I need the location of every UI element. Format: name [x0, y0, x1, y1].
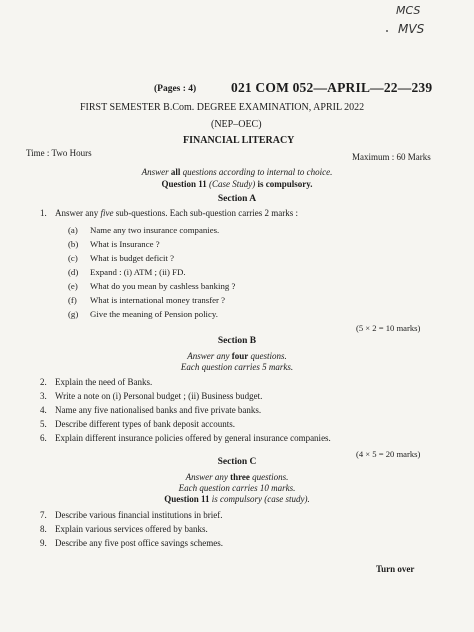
question-7: 7. Describe various financial institutions in brief.	[40, 510, 223, 520]
general-instruction-1: Answer all questions according to internal to choice.	[141, 167, 333, 177]
section-a-title: Section A	[217, 194, 257, 204]
sub-question: (b) What is Insurance ?	[68, 239, 160, 249]
section-c-instruction-3: Question 11 is compulsory (case study).	[164, 494, 310, 504]
paper-code: 021 COM 052—APRIL—22—239	[231, 80, 433, 95]
section-c-instruction-1: Answer any three questions.	[185, 472, 289, 482]
question-5: 5. Describe different types of bank deposit accounts.	[40, 419, 236, 429]
sub-question: (g) Give the meaning of Pension policy.	[68, 309, 218, 319]
sub-question: (d) Expand : (i) ATM ; (ii) FD.	[68, 267, 186, 277]
sub-question: (a) Name any two insurance companies.	[68, 225, 220, 235]
handwritten-dot	[386, 30, 388, 32]
subject-title: FINANCIAL LITERACY	[183, 135, 295, 146]
question-8: 8. Explain various services offered by banks.	[40, 524, 208, 534]
question-3: 3. Write a note on (i) Personal budget ; (ii) Business budget.	[40, 391, 263, 401]
section-b-instruction-2: Each question carries 5 marks.	[180, 362, 294, 372]
time-allowed: Time : Two Hours	[26, 148, 92, 158]
pages-count: (Pages : 4)	[154, 84, 197, 94]
question-6: 6. Explain different insurance policies offered by general insurance companies.	[40, 433, 331, 443]
section-b-marks: (4 × 5 = 20 marks)	[356, 449, 421, 459]
section-b-instruction-1: Answer any four questions.	[187, 351, 287, 361]
question-2: 2. Explain the need of Banks.	[40, 377, 153, 387]
question-9: 9. Describe any five post office savings schemes.	[40, 538, 224, 548]
section-a-marks: (5 × 2 = 10 marks)	[356, 323, 421, 333]
turn-over-note: Turn over	[376, 564, 415, 574]
handwritten-note-2: MVS	[398, 22, 425, 36]
question-1: 1. Answer any five sub-questions. Each sub-question carries 2 marks :	[40, 208, 298, 218]
question-4: 4. Name any five nationalised banks and five private banks.	[40, 405, 262, 415]
sub-question: (c) What is budget deficit ?	[68, 253, 175, 263]
general-instruction-2: Question 11 (Case Study) is compulsory.	[161, 179, 313, 189]
section-c-title: Section C	[217, 457, 257, 467]
exam-title: FIRST SEMESTER B.Com. DEGREE EXAMINATION, APRIL 2022	[80, 102, 365, 113]
section-c-instruction-2: Each question carries 10 marks.	[178, 483, 296, 493]
sub-question: (f) What is international money transfer ?	[68, 295, 226, 305]
sub-question: (e) What do you mean by cashless banking ?	[68, 281, 236, 291]
scheme-label: (NEP–OEC)	[211, 119, 262, 130]
maximum-marks: Maximum : 60 Marks	[352, 152, 431, 162]
handwritten-note-1: MCS	[396, 4, 421, 17]
section-b-title: Section B	[217, 336, 257, 346]
